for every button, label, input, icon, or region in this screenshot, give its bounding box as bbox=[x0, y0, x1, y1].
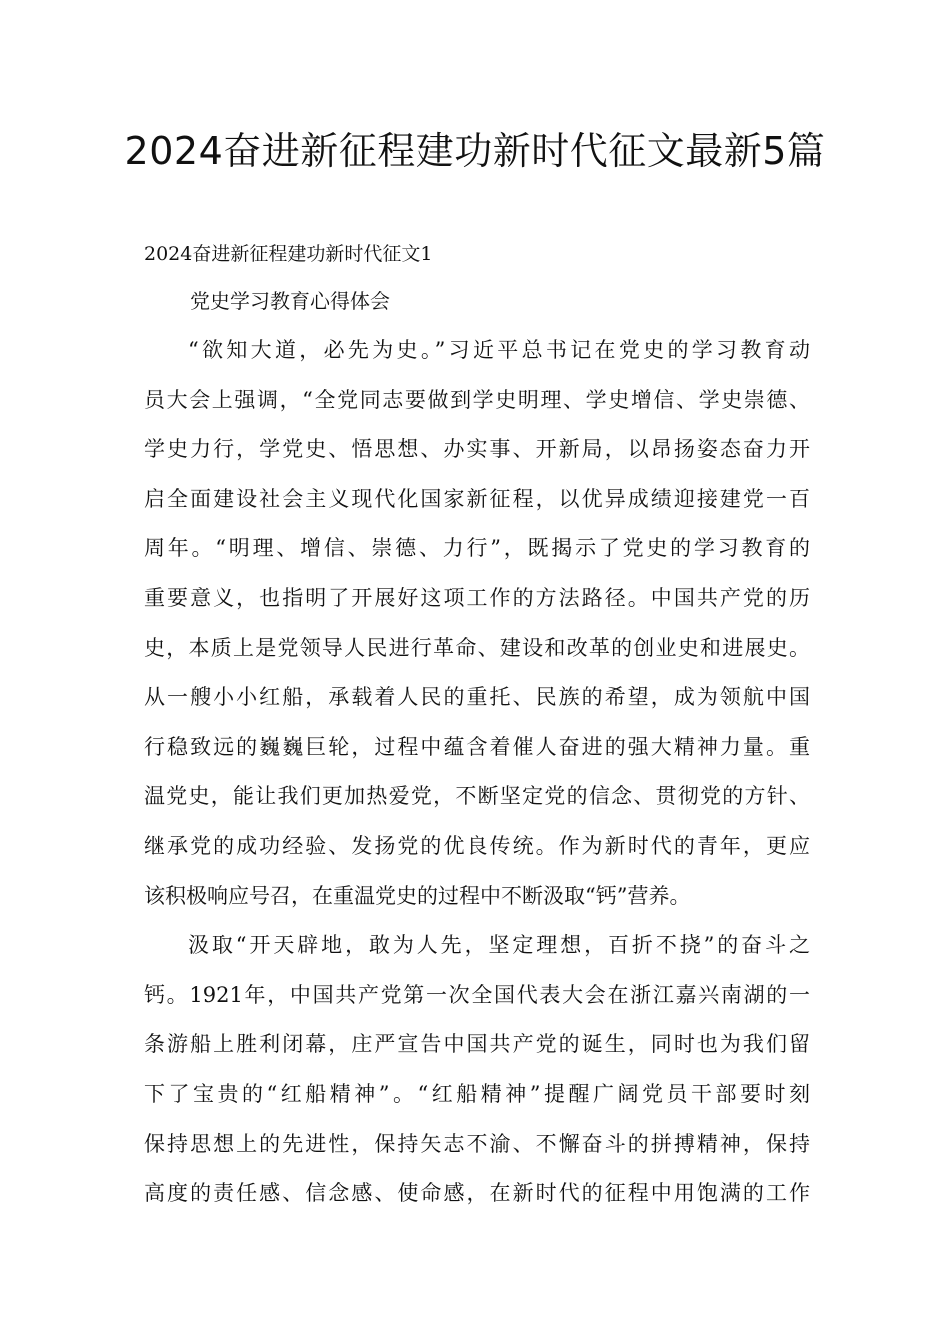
paragraph-line: 下了宝贵的“红船精神”。“红船精神”提醒广阔党员干部要时刻 bbox=[144, 1081, 810, 1106]
paragraph-line: 钙。1921年，中国共产党第一次全国代表大会在浙江嘉兴南湖的一 bbox=[144, 982, 810, 1007]
paragraph-line: 学史力行，学党史、悟思想、办实事、开新局，以昂扬姿态奋力开 bbox=[144, 437, 810, 462]
document-body bbox=[144, 232, 810, 1219]
paragraph-line: 条游船上胜利闭幕，庄严宣告中国共产党的诞生，同时也为我们留 bbox=[144, 1032, 810, 1057]
paragraph-2 bbox=[144, 921, 810, 1219]
paragraph-line: “欲知大道，必先为史。”习近平总书记在党史的学习教育动 bbox=[188, 338, 810, 362]
paragraph-line: 史，本质上是党领导人民进行革命、建设和改革的创业史和进展史。 bbox=[144, 635, 810, 660]
paragraph-line: 重要意义，也指明了开展好这项工作的方法路径。中国共产党的历 bbox=[144, 585, 810, 610]
paragraph-line: 员大会上强调，“全党同志要做到学史明理、学史增信、学史崇德、 bbox=[144, 387, 810, 412]
paragraph-line: 从一艘小小红船，承载着人民的重托、民族的希望，成为领航中国 bbox=[144, 685, 810, 710]
essay-subtitle: 2024奋进新征程建功新时代征文1 bbox=[144, 243, 433, 265]
paragraph-line: 周年。“明理、增信、崇德、力行”，既揭示了党史的学习教育的 bbox=[144, 536, 810, 561]
paragraph-line: 汲取“开天辟地，敢为人先，坚定理想，百折不挠”的奋斗之 bbox=[188, 933, 810, 958]
paragraph-line: 温党史，能让我们更加热爱党，不断坚定党的信念、贯彻党的方针、 bbox=[144, 784, 810, 809]
paragraph-1 bbox=[144, 326, 810, 921]
paragraph-line: 该积极响应号召，在重温党史的过程中不断汲取“钙”营养。 bbox=[144, 883, 691, 908]
section-heading: 党史学习教育心得体会 bbox=[190, 289, 390, 313]
paragraph-line: 行稳致远的巍巍巨轮，过程中蕴含着催人奋进的强大精神力量。重 bbox=[144, 734, 810, 759]
paragraph-line: 高度的责任感、信念感、使命感，在新时代的征程中用饱满的工作 bbox=[144, 1181, 810, 1206]
paragraph-line: 启全面建设社会主义现代化国家新征程，以优异成绩迎接建党一百 bbox=[144, 486, 810, 511]
paragraph-line: 保持思想上的先进性，保持矢志不渝、不懈奋斗的拼搏精神，保持 bbox=[144, 1131, 810, 1156]
paragraph-line: 继承党的成功经验、发扬党的优良传统。作为新时代的青年，更应 bbox=[144, 833, 810, 858]
document-title: 2024奋进新征程建功新时代征文最新5篇 bbox=[124, 129, 826, 173]
